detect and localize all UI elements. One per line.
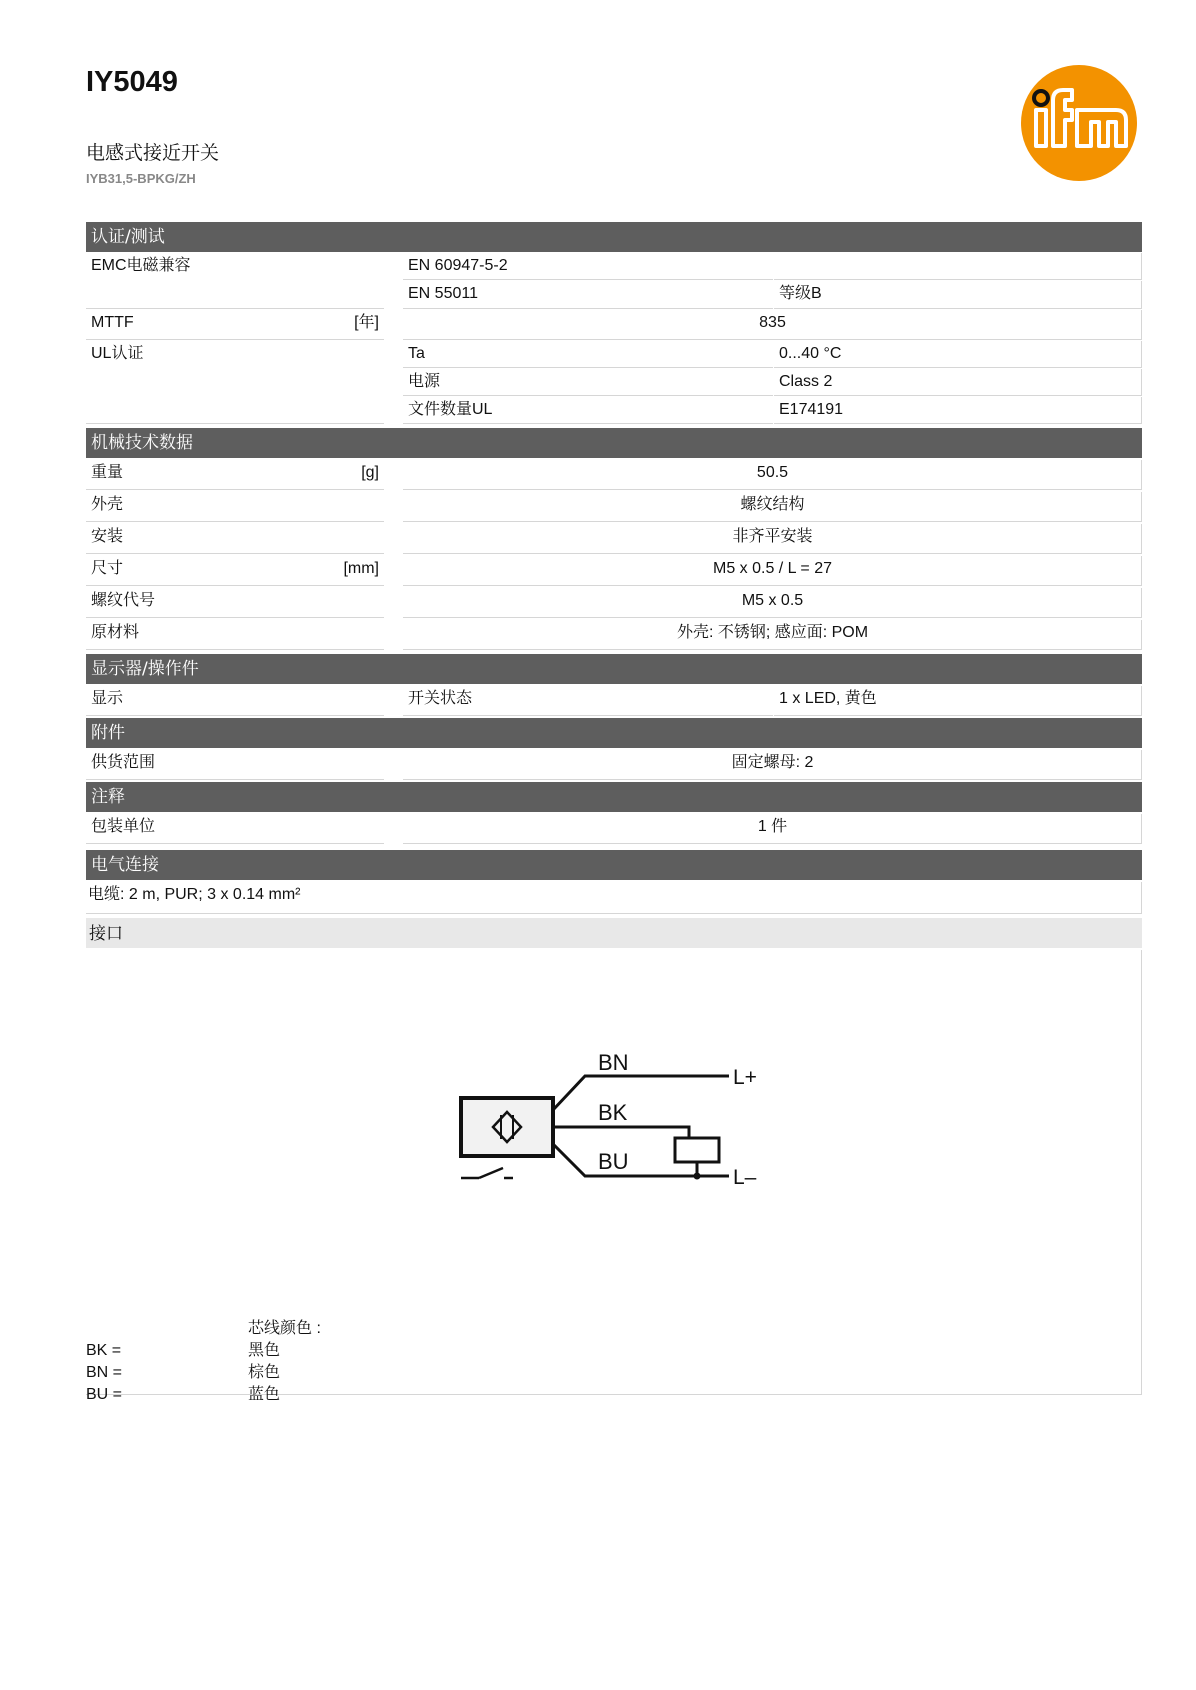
mech-row-dimensions: [86, 556, 384, 586]
mech-value-thread: M5 x 0.5: [403, 588, 1142, 618]
mttf-unit: [年]: [354, 314, 379, 331]
legend-colour-bk: 黑色: [248, 1342, 281, 1359]
wire-bk: [553, 1127, 689, 1138]
interface-header: 接口: [86, 918, 1142, 948]
mttf-row: [86, 310, 384, 340]
mech-value-dimensions: M5 x 0.5 / L = 27: [403, 556, 1142, 586]
display-key: 开关状态: [403, 686, 773, 716]
section-header-remarks: 注释: [86, 782, 1142, 812]
wire-label-bu: BU: [598, 1149, 629, 1174]
ifm-logo: [1020, 64, 1138, 186]
mech-row-weight: [86, 460, 384, 490]
emc-value-2: 等级B: [774, 281, 1142, 309]
mech-label: 外壳: [91, 496, 124, 513]
mttf-value: 835: [403, 310, 1142, 340]
mech-value-weight: 50.5: [403, 460, 1142, 490]
electrical-connection-text: 电缆: 2 m, PUR; 3 x 0.14 mm²: [86, 882, 1142, 914]
ul-value-file: E174191: [774, 397, 1142, 424]
ul-value-ta: 0...40 °C: [774, 341, 1142, 368]
mech-label: 安装: [91, 528, 124, 545]
emc-standard-2: EN 55011: [403, 281, 773, 309]
section-header-approvals: 认证/测试: [86, 222, 1142, 252]
legend-code-bk: BK =: [86, 1342, 122, 1359]
emc-value-1: [774, 253, 1142, 280]
emc-label: EMC电磁兼容: [86, 253, 384, 309]
legend-code-bn: BN =: [86, 1364, 123, 1381]
legend-colour-bu: 蓝色: [248, 1386, 281, 1403]
mech-label: 重量: [91, 464, 124, 481]
mech-value-housing: 螺纹结构: [403, 492, 1142, 522]
emc-standard-1: EN 60947-5-2: [403, 253, 773, 280]
product-code: IY5049: [86, 66, 178, 98]
ul-key-file: 文件数量UL: [403, 397, 773, 424]
product-type: IYB31,5-BPKG/ZH: [86, 171, 196, 186]
legend-code-bu: BU =: [86, 1386, 123, 1403]
mech-value-mounting: 非齐平安装: [403, 524, 1142, 554]
remarks-value: 1 件: [403, 814, 1142, 844]
mech-label: 原材料: [91, 624, 140, 641]
ul-key-ta: Ta: [403, 341, 773, 368]
mttf-label: MTTF: [91, 314, 134, 331]
section-header-display: 显示器/操作件: [86, 654, 1142, 684]
wire-bn: [553, 1076, 729, 1110]
core-colour-title: 芯线颜色 :: [248, 1320, 321, 1337]
legend-colour-bn: 棕色: [248, 1364, 281, 1381]
terminal-l-minus: L–: [733, 1166, 757, 1189]
ul-key-power: 电源: [403, 369, 773, 396]
section-header-accessories: 附件: [86, 718, 1142, 748]
accessories-value: 固定螺母: 2: [403, 750, 1142, 780]
mech-unit: [g]: [361, 464, 379, 481]
product-name: 电感式接近开关: [86, 142, 220, 164]
display-value: 1 x LED, 黄色: [774, 686, 1142, 716]
mech-row-mounting: [86, 524, 384, 554]
display-label: 显示: [86, 686, 384, 716]
accessories-label: 供货范围: [86, 750, 384, 780]
mech-row-thread: [86, 588, 384, 618]
mech-row-housing: [86, 492, 384, 522]
terminal-l-plus: L+: [733, 1066, 757, 1089]
sensor-housing-symbol: [461, 1098, 553, 1156]
ul-label: UL认证: [86, 341, 384, 424]
mech-label: 尺寸: [91, 560, 124, 577]
mech-label: 螺纹代号: [91, 592, 156, 609]
load-symbol: [675, 1138, 719, 1162]
mech-unit: [mm]: [343, 560, 379, 577]
section-header-electrical: 电气连接: [86, 850, 1142, 880]
wire-label-bk: BK: [598, 1100, 628, 1125]
remarks-label: 包装单位: [86, 814, 384, 844]
wiring-diagram: [455, 1040, 795, 1204]
mech-row-material: [86, 620, 384, 650]
ul-value-power: Class 2: [774, 369, 1142, 396]
mech-value-material: 外壳: 不锈钢; 感应面: POM: [403, 620, 1142, 650]
section-header-mechanical: 机械技术数据: [86, 428, 1142, 458]
wire-label-bn: BN: [598, 1050, 629, 1075]
